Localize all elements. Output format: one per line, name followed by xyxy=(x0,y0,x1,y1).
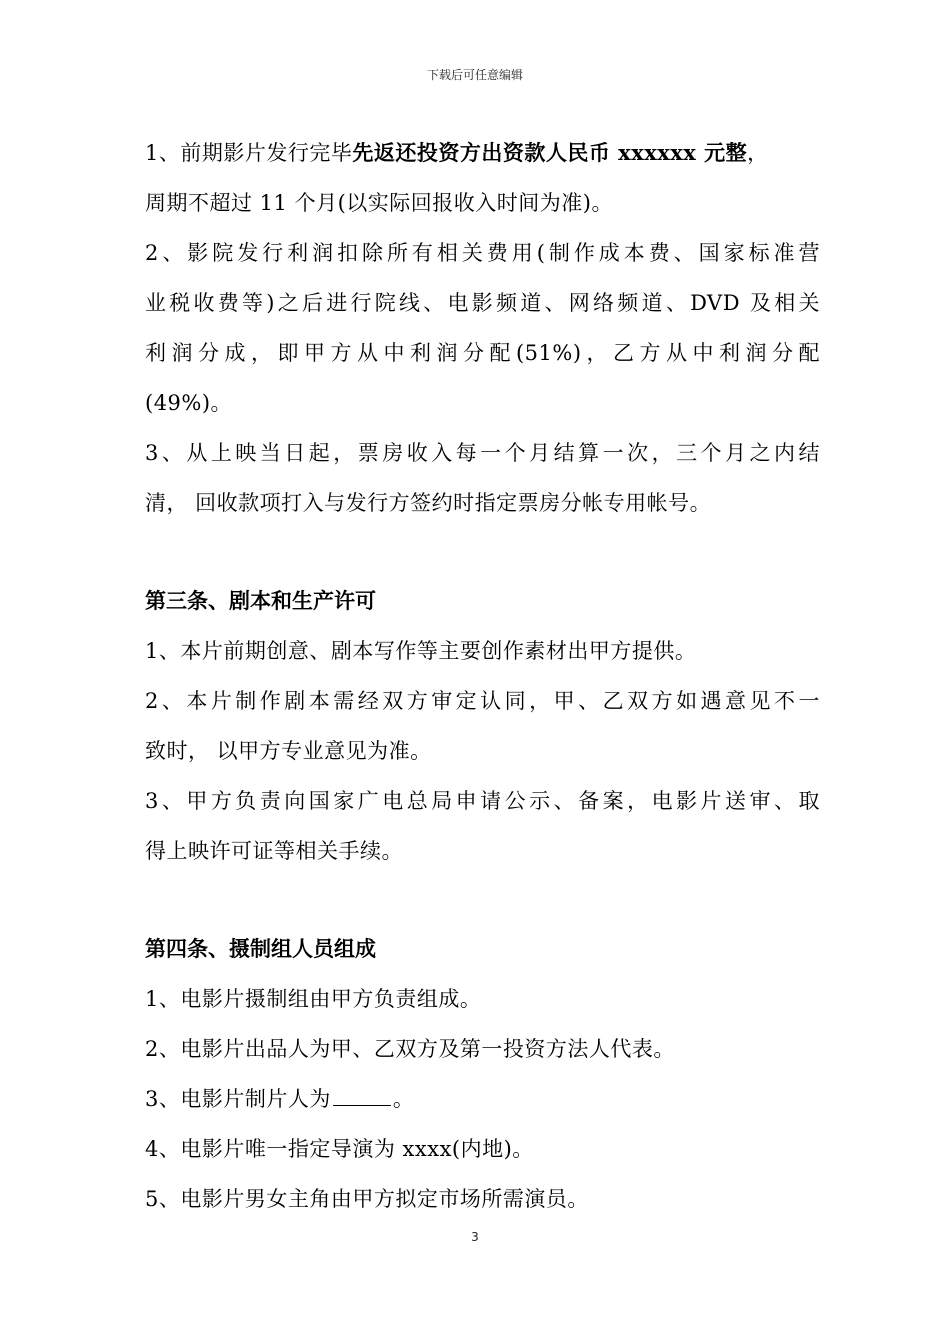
section4-heading: 第四条、摄制组人员组成 xyxy=(145,937,376,961)
section4-item2: 2、电影片出品人为甲、乙双方及第一投资方法人代表。 xyxy=(145,1037,675,1061)
item3-suffix: 。 xyxy=(392,1087,415,1111)
section4-item3 xyxy=(145,1074,820,1124)
section3-item1: 1、本片前期创意、剧本写作等主要创作素材出甲方提供。 xyxy=(145,639,697,663)
section4-item5: 5、电影片男女主角由甲方拟定市场所需演员。 xyxy=(145,1187,589,1211)
section2-item2-line2: 业税收费等)之后进行院线、电影频道、网络频道、DVD 及相关 xyxy=(145,291,820,315)
section2-item1-line2: 周期不超过 11 个月(以实际回报收入时间为准)。 xyxy=(145,191,613,215)
item3-prefix: 3、电影片制片人为 xyxy=(145,1087,331,1111)
item1-suffix: ， xyxy=(747,141,769,165)
page-header: 下载后可任意编辑 xyxy=(426,68,523,82)
section4-item4: 4、电影片唯一指定导演为 xxxx(内地)。 xyxy=(145,1137,534,1161)
section3-heading: 第三条、剧本和生产许可 xyxy=(145,589,376,613)
section2-item3-line1: 3、从上映当日起，票房收入每一个月结算一次，三个月之内结 xyxy=(145,441,820,465)
section3-item3-line1: 3、甲方负责向国家广电总局申请公示、备案，电影片送审、取 xyxy=(145,789,820,813)
section4-item1: 1、电影片摄制组由甲方负责组成。 xyxy=(145,987,482,1011)
section3-item2-line2: 致时， 以甲方专业意见为准。 xyxy=(145,739,432,763)
page-number: 3 xyxy=(471,1230,479,1244)
section2-item2-line4: (49%)。 xyxy=(145,391,233,415)
fill-in-blank xyxy=(333,1083,391,1106)
section2-item1-line1 xyxy=(145,128,820,178)
section3-item3-line2: 得上映许可证等相关手续。 xyxy=(145,839,403,863)
spacer xyxy=(145,876,820,924)
item1-bold-text: 先返还投资方出资款人民币 xxxxxx 元整 xyxy=(352,140,748,165)
section2-item3-line2: 清， 回收款项打入与发行方签约时指定票房分帐专用帐号。 xyxy=(145,491,712,515)
section2-item2-line3: 利润分成，即甲方从中利润分配(51%)，乙方从中利润分配 xyxy=(145,341,820,365)
section2-item2-line1: 2、影院发行利润扣除所有相关费用(制作成本费、国家标准营 xyxy=(145,241,820,265)
item1-prefix: 1、前期影片发行完毕 xyxy=(145,141,353,165)
section3-item2-line1: 2、本片制作剧本需经双方审定认同，甲、乙双方如遇意见不一 xyxy=(145,689,820,713)
spacer xyxy=(145,528,820,576)
document-body xyxy=(145,128,820,1224)
